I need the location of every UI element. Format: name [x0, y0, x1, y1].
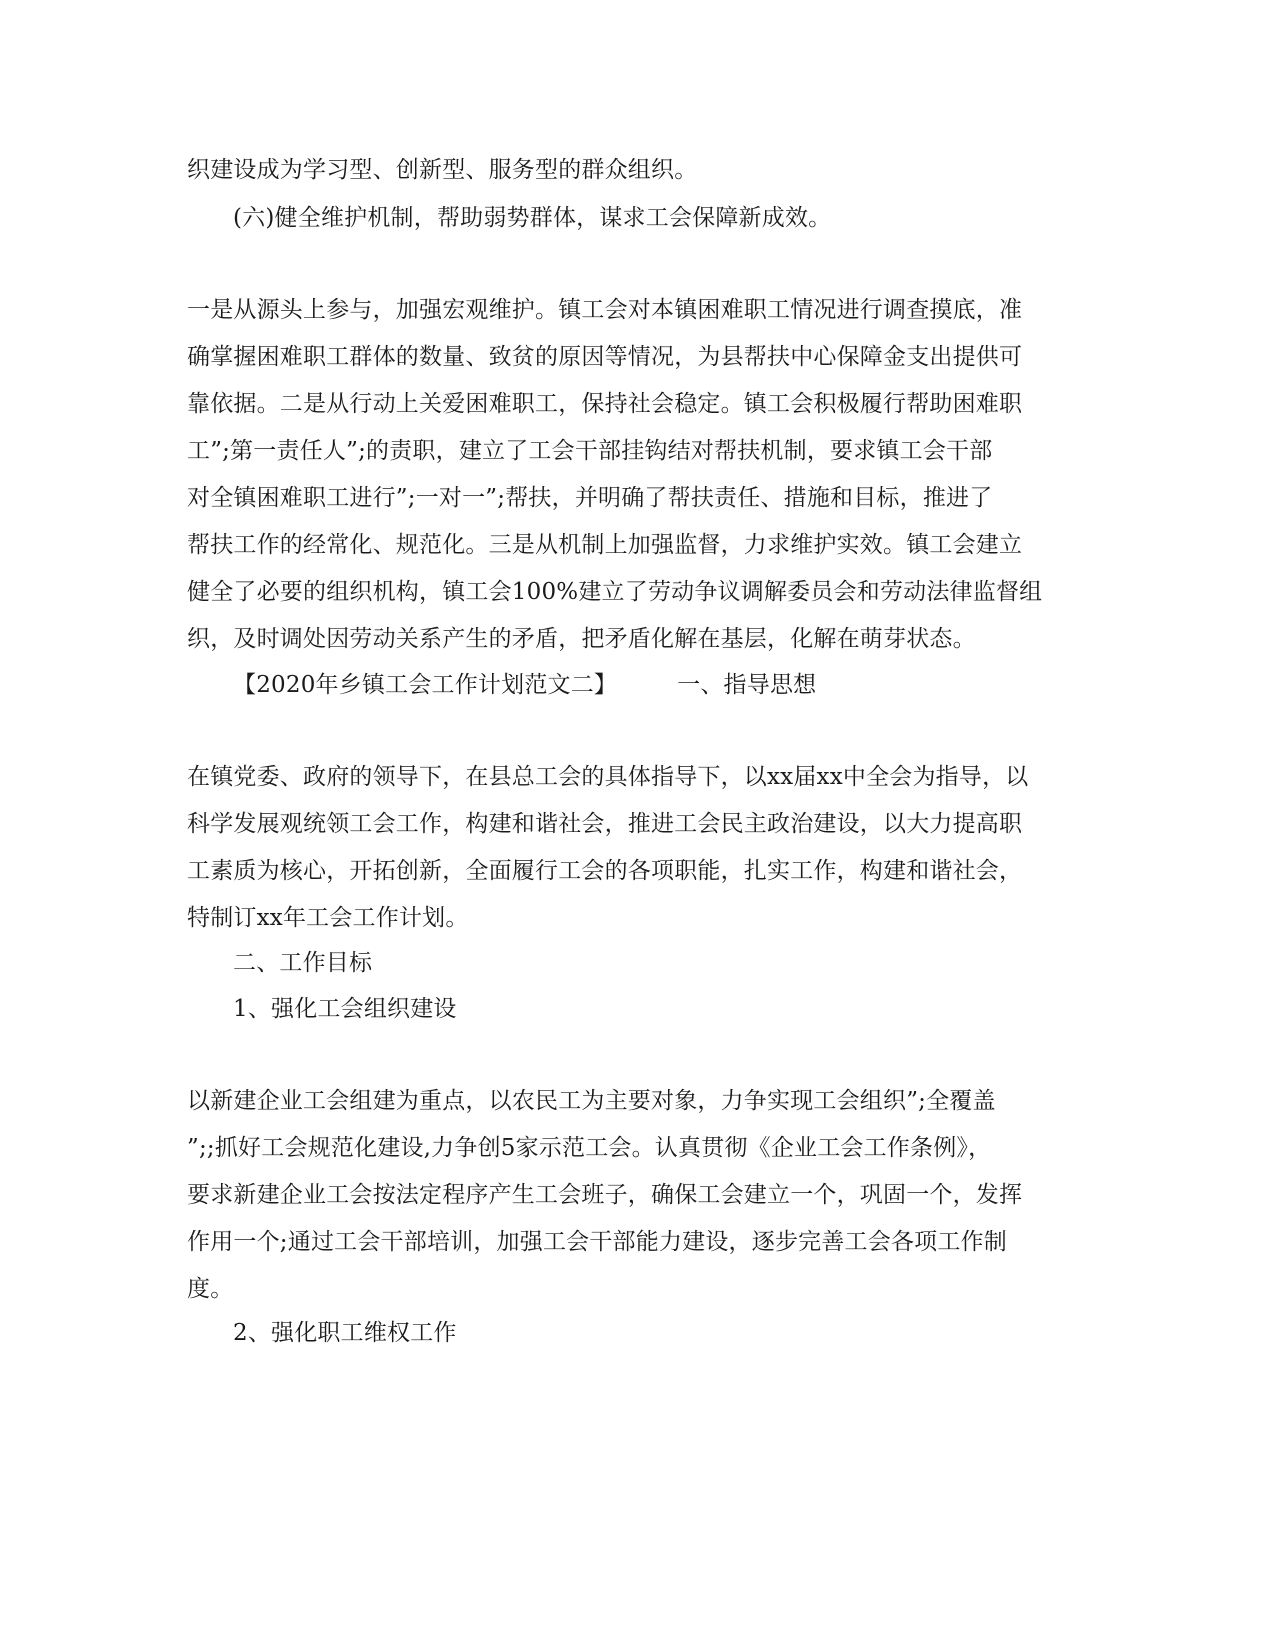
paragraph-line: 工”;第一责任人”;的责职，建立了工会干部挂钩结对帮扶机制，要求镇工会干部: [187, 438, 993, 464]
paragraph-line: 确掌握困难职工群体的数量、致贫的原因等情况，为县帮扶中心保障金支出提供可: [187, 344, 1023, 370]
section-heading-six: (六)健全维护机制，帮助弱势群体，谋求工会保障新成效。: [233, 205, 832, 231]
guiding-thought-heading: 一、指导思想: [677, 672, 817, 698]
paragraph-line: 织，及时调处因劳动关系产生的矛盾，把矛盾化解在基层，化解在萌芽状态。: [187, 626, 976, 652]
paragraph-line: 特制订xx年工会工作计划。: [187, 905, 469, 931]
paragraph-line: 工素质为核心，开拓创新，全面履行工会的各项职能，扎实工作，构建和谐社会，: [187, 858, 1023, 884]
paragraph-line: 健全了必要的组织机构，镇工会100%建立了劳动争议调解委员会和劳动法律监督组: [187, 579, 1043, 605]
paragraph-line: 要求新建企业工会按法定程序产生工会班子，确保工会建立一个，巩固一个，发挥: [187, 1182, 1023, 1208]
paragraph-line: 帮扶工作的经常化、规范化。三是从机制上加强监督，力求维护实效。镇工会建立: [187, 532, 1023, 558]
section-title: [233, 670, 1133, 700]
paragraph-line: 织建设成为学习型、创新型、服务型的群众组织。: [187, 157, 698, 183]
paragraph-line: 一是从源头上参与，加强宏观维护。镇工会对本镇困难职工情况进行调查摸底，准: [187, 297, 1023, 323]
sample-title: 【2020年乡镇工会工作计划范文二】: [233, 672, 618, 698]
paragraph-line: 在镇党委、政府的领导下，在县总工会的具体指导下，以xx届xx中全会为指导，以: [187, 764, 1029, 790]
paragraph-line: 靠依据。二是从行动上关爱困难职工，保持社会稳定。镇工会积极履行帮助困难职: [187, 391, 1023, 417]
paragraph-line: 作用一个;通过工会干部培训，加强工会干部能力建设，逐步完善工会各项工作制: [187, 1229, 1007, 1255]
work-goals-heading: 二、工作目标: [233, 950, 373, 976]
paragraph-line: 度。: [187, 1276, 234, 1302]
paragraph-line: ”;;抓好工会规范化建设,力争创5家示范工会。认真贯彻《企业工会工作条例》，: [187, 1135, 992, 1161]
subheading-organization: 1、强化工会组织建设: [233, 996, 457, 1022]
paragraph-line: 以新建企业工会组建为重点，以农民工为主要对象，力争实现工会组织”;全覆盖: [187, 1088, 996, 1114]
subheading-rights: 2、强化职工维权工作: [233, 1320, 457, 1346]
paragraph-line: 科学发展观统领工会工作，构建和谐社会，推进工会民主政治建设，以大力提高职: [187, 811, 1023, 837]
paragraph-line: 对全镇困难职工进行”;一对一”;帮扶，并明确了帮扶责任、措施和目标，推进了: [187, 485, 993, 511]
